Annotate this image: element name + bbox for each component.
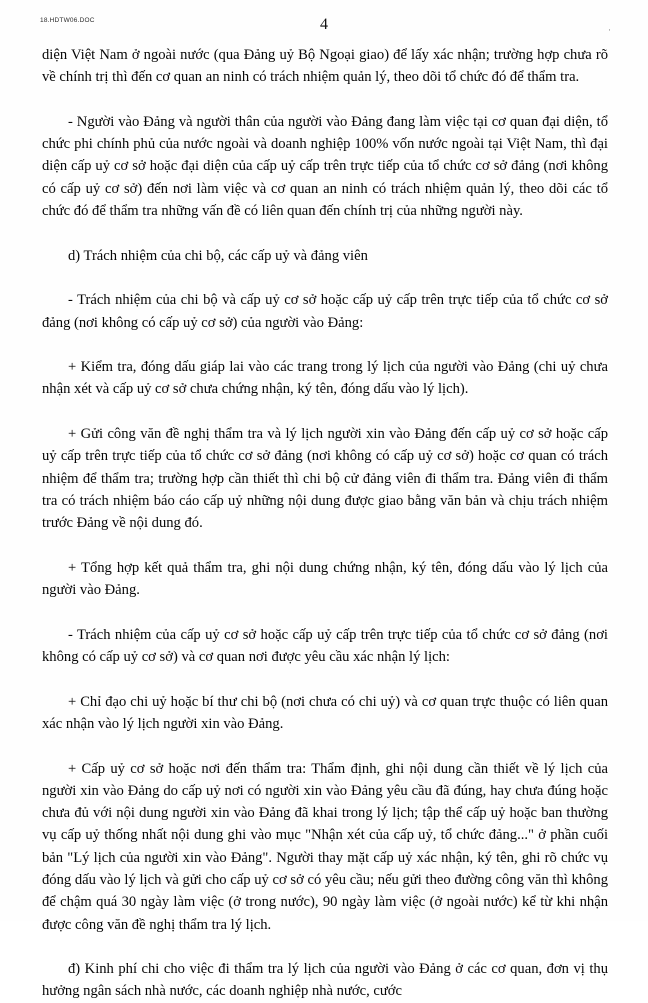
paragraph: đ) Kinh phí chi cho việc đi thẩm tra lý lịch của người vào Đảng ở các cơ quan, đơn vị thụ hưởng ngân sách nhà nước, các doanh nghiệp nhà nước, cước [42,961,608,1000]
document-header-code: 18.HDTW06.DOC [40,17,95,24]
page-number: 4 [320,16,328,33]
paragraph: + Cấp uỷ cơ sở hoặc nơi đến thẩm tra: Thẩm định, ghi nội dung cần thiết về lý lịch của người xin vào Đảng do cấp uỷ nơi có người xin vào Đảng yêu cầu đã đúng, hay chưa đúng hoặc chưa đủ với nội dung người xin vào Đảng đã khai trong lý lịch; tập thể cấp uỷ hoặc ban thường vụ cấp uỷ thống nhất nội dung ghi vào mục "Nhận xét của cấp uỷ, tổ chức đảng..." ở phần cuối bản "Lý lịch của người xin vào Đảng". Người thay mặt cấp uỷ xác nhận, ký tên, ghi rõ chức vụ đóng dấu vào lý lịch và gửi cho cấp uỷ cơ sở có yêu cầu; nếu gửi theo đường công văn thì không để chậm quá 30 ngày làm việc (ở trong nước), 90 ngày làm việc (ở ngoài nước) kể từ khi nhận được công văn đề nghị thẩm tra lý lịch. [42,760,608,933]
document-body [42,44,608,1003]
paragraph-spacer [42,936,608,958]
paragraph: d) Trách nhiệm của chi bộ, các cấp uỷ và đảng viên [68,247,368,264]
corner-mark: · [608,25,611,35]
paragraph-spacer [42,735,608,757]
paragraph: - Trách nhiệm của cấp uỷ cơ sở hoặc cấp uỷ cấp trên trực tiếp của tổ chức cơ sở đảng (nơi không có cấp uỷ cơ sở) và cơ quan nơi được yêu cầu xác nhận lý lịch: [42,626,608,666]
paragraph-spacer [42,222,608,244]
paragraph: + Chỉ đạo chi uỷ hoặc bí thư chi bộ (nơi chưa có chi uỷ) và cơ quan trực thuộc có liên quan xác nhận vào lý lịch người xin vào Đảng. [42,693,608,732]
paragraph-spacer [42,401,608,423]
paragraph-spacer [42,267,608,289]
paragraph-spacer [42,334,608,356]
paragraph: + Kiểm tra, đóng dấu giáp lai vào các trang trong lý lịch của người vào Đảng (chi uỷ chưa nhận xét và cấp uỷ cơ sở chưa chứng nhận, ký tên, đóng dấu vào lý lịch). [42,359,608,398]
paragraph-spacer [42,89,608,111]
paragraph: - Người vào Đảng và người thân của người vào Đảng đang làm việc tại cơ quan đại diện, tổ chức phi chính phủ của nước ngoài và doanh nghiệp 100% vốn nước ngoài tại Việt Nam, thì đại diện cấp uỷ cơ sở hoặc đại diện của cấp uỷ cấp trên trực tiếp của tổ chức cơ sở đảng (nơi không có cấp uỷ cơ sở) đến nơi làm việc và cơ quan an ninh có trách nhiệm quản lý, theo dõi các tổ chức đó để thẩm tra những vấn đề có liên quan đến chính trị của những người này. [42,113,608,220]
paragraph: + Tổng hợp kết quả thẩm tra, ghi nội dung chứng nhận, ký tên, đóng dấu vào lý lịch của người vào Đảng. [42,559,608,599]
paragraph: diện Việt Nam ở ngoài nước (qua Đảng uỷ Bộ Ngoại giao) để lấy xác nhận; trường hợp chưa rõ về chính trị thì đến cơ quan an ninh có trách nhiệm quản lý, theo dõi tổ chức đó để thẩm tra. [42,47,608,86]
paragraph: - Trách nhiệm của chi bộ và cấp uỷ cơ sở hoặc cấp uỷ cấp trên trực tiếp của tổ chức cơ sở đảng (nơi không có cấp uỷ cơ sở) của người vào Đảng: [42,292,608,331]
paragraph: + Gửi công văn đề nghị thẩm tra và lý lịch người xin vào Đảng đến cấp uỷ cơ sở hoặc cấp uỷ cấp trên trực tiếp của tổ chức cơ sở đảng (nơi không có cấp uỷ cơ sở) hoặc cơ quan có trách nhiệm để thẩm tra; trường hợp cần thiết thì chi bộ cử đảng viên đi thẩm tra. Đảng viên đi thẩm tra có trách nhiệm báo cáo cấp uỷ những nội dung được giao bằng văn bản và chịu trách nhiệm trước Đảng về nội dung đó. [42,426,608,532]
paragraph-spacer [42,668,608,690]
paragraph-spacer [42,601,608,623]
paragraph-spacer [42,535,608,557]
